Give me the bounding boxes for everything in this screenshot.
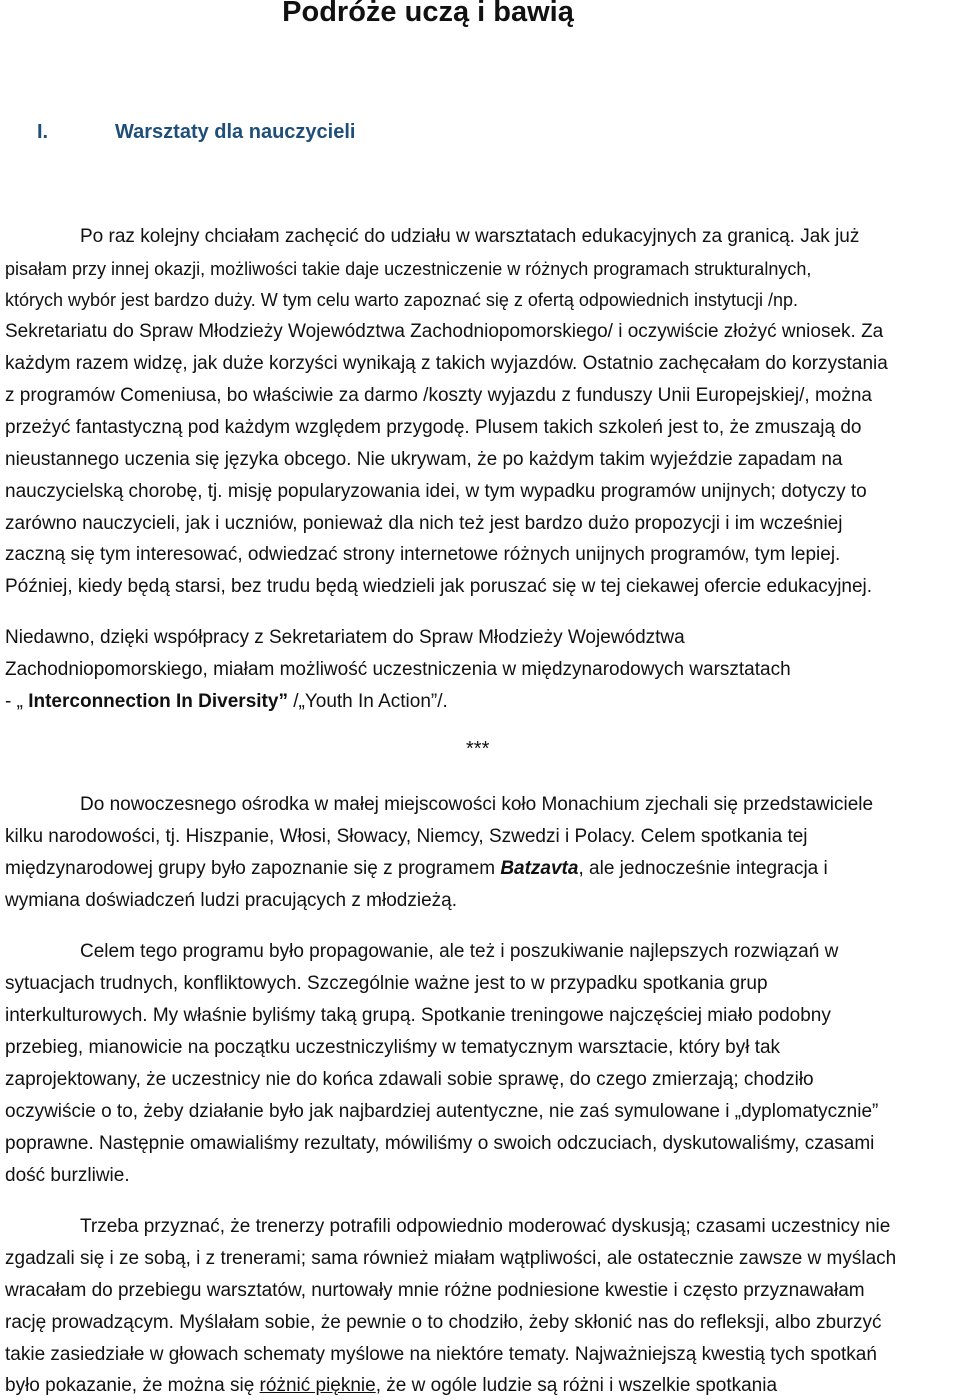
text-run: - „ xyxy=(5,691,29,712)
text-run: , że w ogóle ludzie są różni i wszelkie spotkania xyxy=(375,1375,778,1396)
paragraph-line: Później, kiedy będą starsi, bez trudu będą wiedzieli jak poruszać się w tej ciekawej ofercie edukacyjnej. xyxy=(5,576,873,597)
program-name: Batzavta xyxy=(500,858,579,879)
section-separator: *** xyxy=(466,738,490,760)
text-run: ” xyxy=(278,691,288,712)
paragraph-line: przebieg, mianowicie na początku uczestniczyliśmy w tematycznym warsztacie, który był tak xyxy=(5,1037,781,1058)
paragraph-line xyxy=(5,688,448,716)
paragraph-line: kilku narodowości, tj. Hiszpanie, Włosi, Słowacy, Niemcy, Szwedzi i Polacy. Celem spotkania tej xyxy=(5,826,808,847)
paragraph-line: Zachodniopomorskiego, miałam możliwość uczestniczenia w międzynarodowych warsztatach xyxy=(5,659,791,680)
paragraph-line: Po raz kolejny chciałam zachęcić do udziału w warsztatach edukacyjnych za granicą. Jak już xyxy=(80,226,860,247)
text-run: międzynarodowej grupy było zapoznanie się z programem xyxy=(5,858,501,879)
paragraph-line: nieustannego uczenia się języka obcego. Nie ukrywam, że po każdym takim wyjeździe zapadam na xyxy=(5,449,843,470)
paragraph-line: Sekretariatu do Spraw Młodzieży Województwa Zachodniopomorskiego/ i oczywiście złożyć wniosek. Za xyxy=(5,321,884,342)
paragraph-line: Do nowoczesnego ośrodka w małej miejscowości koło Monachium zjechali się przedstawiciele xyxy=(80,794,874,815)
paragraph-line: sytuacjach trudnych, konfliktowych. Szczególnie ważne jest to w przypadku spotkania grup xyxy=(5,973,768,994)
paragraph-line: wymiana doświadczeń ludzi pracujących z młodzieżą. xyxy=(5,890,457,911)
paragraph-line: dość burzliwie. xyxy=(5,1165,130,1186)
paragraph-line: interkulturowych. My właśnie byliśmy taką grupą. Spotkanie treningowe najczęściej miało podobny xyxy=(5,1005,831,1026)
paragraph-line: przeżyć fantastyczną pod każdym względem przygodę. Plusem takich szkoleń jest to, że zmuszają do xyxy=(5,417,862,438)
document-title: Podróże uczą i bawią xyxy=(282,0,574,28)
paragraph-line: Trzeba przyznać, że trenerzy potrafili odpowiednio moderować dyskusją; czasami uczestnicy nie xyxy=(80,1216,891,1237)
paragraph-line: poprawne. Następnie omawialiśmy rezultaty, mówiliśmy o swoich odczuciach, dyskutowaliśmy, czasami xyxy=(5,1133,875,1154)
text-run: , ale jednocześnie integracja i xyxy=(578,858,828,879)
paragraph-line: Niedawno, dzięki współpracy z Sekretariatem do Spraw Młodzieży Województwa xyxy=(5,627,685,648)
paragraph-line: zaprojektowany, że uczestnicy nie do końca zdawali sobie sprawę, do czego zmierzają; chodziło xyxy=(5,1069,814,1090)
paragraph-line: rację prowadzącym. Myślałam sobie, że pewnie o to chodziło, żeby skłonić nas do refleksji, albo zburzyć xyxy=(5,1312,882,1333)
paragraph-line: których wybór jest bardzo duży. W tym celu warto zapoznać się z ofertą odpowiednich instytucji /np. xyxy=(5,290,799,310)
paragraph-line xyxy=(5,1372,777,1400)
paragraph-line: nauczycielską chorobę, tj. misję popularyzowania idei, w tym wypadku programów unijnych; dotyczy to xyxy=(5,481,867,502)
section-title: Warsztaty dla nauczycieli xyxy=(115,121,356,143)
paragraph-line: takie zasiedziałe w głowach schematy myślowe na niektóre tematy. Najważniejszą kwestią tych spotkań xyxy=(5,1344,877,1365)
paragraph-line: wracałam do przebiegu warsztatów, nurtowały mnie różne podniesione kwestie i często przyznawałam xyxy=(5,1280,865,1301)
section-number: I. xyxy=(37,121,49,143)
underlined-phrase: różnić pięknie xyxy=(259,1375,376,1396)
paragraph-line: oczywiście o to, żeby działanie było jak najbardziej autentyczne, nie zaś symulowane i „dyplomatycznie” xyxy=(5,1101,879,1122)
paragraph-line: Celem tego programu było propagowanie, ale też i poszukiwanie najlepszych rozwiązań w xyxy=(80,941,839,962)
section-heading xyxy=(37,118,355,146)
workshop-name: Interconnection In Diversity xyxy=(28,691,279,712)
paragraph-line: pisałam przy innej okazji, możliwości takie daje uczestniczenie w różnych programach strukturalnych, xyxy=(5,259,812,279)
paragraph-line xyxy=(5,855,828,883)
paragraph-line: każdym razem widzę, jak duże korzyści wynikają z takich wyjazdów. Ostatnio zachęcałam do korzystania xyxy=(5,353,888,374)
text-run: było pokazanie, że można się xyxy=(5,1375,260,1396)
paragraph-line: z programów Comeniusa, bo właściwie za darmo /koszty wyjazdu z funduszy Unii Europejskiej/, można xyxy=(5,385,872,406)
paragraph-line: zaczną się tym interesować, odwiedzać strony internetowe różnych unijnych programów, tym lepiej. xyxy=(5,544,841,565)
text-run: /„Youth In Action”/. xyxy=(287,691,448,712)
paragraph-line: zgadzali się i ze sobą, i z trenerami; sama również miałam wątpliwości, ale ostatecznie zawsze w myślach xyxy=(5,1248,897,1269)
paragraph-line: zarówno nauczycieli, jak i uczniów, ponieważ dla nich też jest bardzo dużo propozycji i im wcześniej xyxy=(5,513,843,534)
